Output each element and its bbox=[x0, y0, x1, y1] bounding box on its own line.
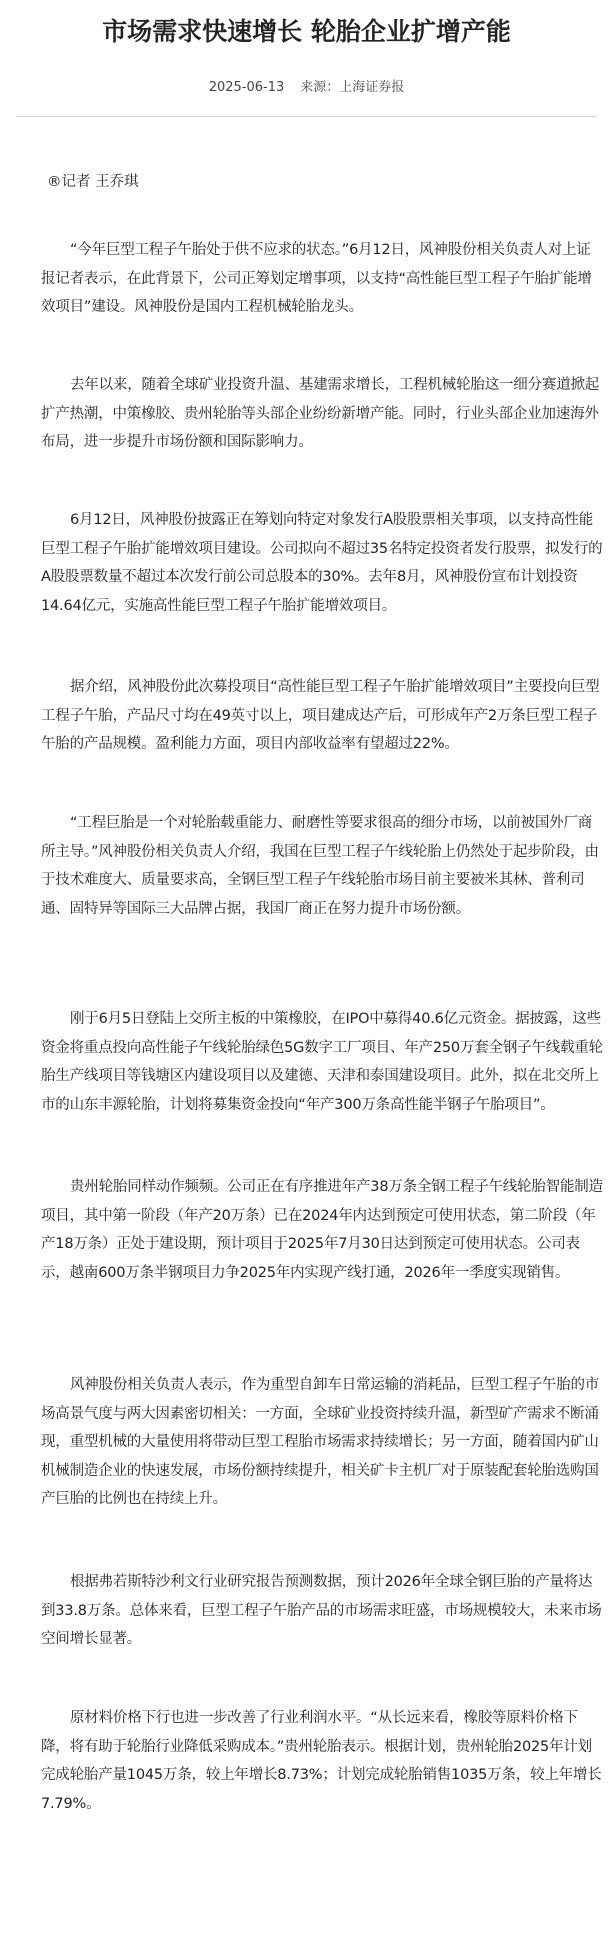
article-title: 市场需求快速增长 轮胎企业扩增产能 bbox=[102, 17, 511, 46]
article-paragraph-7: 贵州轮胎同样动作频频。公司正在有序推进年产38万条全钢工程子午线轮胎智能制造项目，其中第一阶段（年产20万条）已在2024年内达到预定可使用状态，第二阶段（年产18万条）正处于建设期，预计项目于2025年7月30日达到预定可使用状态。公司表示，越南600万条半钢项目力争2025年内实现产线打通，2026年一季度实现销售。 bbox=[41, 1179, 603, 1281]
header-divider bbox=[16, 116, 597, 117]
article-paragraph-9: 根据弗若斯特沙利文行业研究报告预测数据，预计2026年全球全钢巨胎的产量将达到33.8万条。总体来看，巨型工程子午胎产品的市场需求旺盛，市场规模较大，未来市场空间增长显著。 bbox=[41, 1574, 602, 1647]
article-paragraph-1: “今年巨型工程子午胎处于供不应求的状态。”6月12日，风神股份相关负责人对上证报记者表示，在此背景下，公司正筹划定增事项，以支持“高性能巨型工程子午胎扩能增效项目”建设。风神股份是国内工程机械轮胎龙头。 bbox=[41, 242, 592, 315]
article-source: 来源：上海证券报 bbox=[300, 80, 405, 95]
article-meta bbox=[0, 79, 613, 97]
article-paragraph-6: 刚于6月5日登陆上交所主板的中策橡胶，在IPO中募得40.6亿元资金。据披露，这些资金将重点投向高性能子午线轮胎绿色5G数字工厂项目、年产250万套全钢子午线载重轮胎生产线项目等钱塘区内建设项目以及建德、天津和泰国建设项目。此外，拟在北交所上市的山东丰源轮胎，计划将募集资金投向“年产300万条高性能半钢子午胎项目”。 bbox=[41, 1011, 603, 1113]
article-paragraph-5: “工程巨胎是一个对轮胎载重能力、耐磨性等要求很高的细分市场，以前被国外厂商所主导。”风神股份相关负责人介绍，我国在巨型工程子午线轮胎上仍然处于起步阶段，由于技术难度大、质量要求高，全钢巨型工程子午线轮胎市场目前主要被米其林、普利司通、固特异等国际三大品牌占据，我国厂商正在努力提升市场份额。 bbox=[41, 815, 599, 917]
reporter-byline: ®记者 王乔琪 bbox=[47, 174, 139, 190]
article-paragraph-10: 原材料价格下行也进一步改善了行业利润水平。“从长远来看，橡胶等原料价格下降，将有助于轮胎行业降低采购成本。”贵州轮胎表示。根据计划，贵州轮胎2025年计划完成轮胎产量1045万条，较上年增长8.73%；计划完成轮胎销售1035万条，较上年增长7.79%。 bbox=[41, 1710, 602, 1812]
article-paragraph-4: 据介绍，风神股份此次募投项目“高性能巨型工程子午胎扩能增效项目”主要投向巨型工程子午胎，产品尺寸均在49英寸以上，项目建成达产后，可形成年产2万条巨型工程子午胎的产品规模。盈利能力方面，项目内部收益率有望超过22%。 bbox=[41, 679, 600, 752]
article-paragraph-2: 去年以来，随着全球矿业投资升温、基建需求增长，工程机械轮胎这一细分赛道掀起扩产热潮，中策橡胶、贵州轮胎等头部企业纷纷新增产能。同时，行业头部企业加速海外布局，进一步提升市场份额和国际影响力。 bbox=[41, 377, 600, 450]
article-paragraph-8: 风神股份相关负责人表示，作为重型自卸车日常运输的消耗品，巨型工程子午胎的市场高景气度与两大因素密切相关：一方面，全球矿业投资持续升温，新型矿产需求不断涌现，重型机械的大量使用将带动巨型工程胎市场需求持续增长；另一方面，随着国内矿山机械制造企业的快速发展，市场份额持续提升，相关矿卡主机厂对于原装配套轮胎选购国产巨胎的比例也在持续上升。 bbox=[41, 1377, 600, 1507]
publish-date: 2025-06-13 bbox=[208, 80, 285, 95]
article-paragraph-3: 6月12日，风神股份披露正在筹划向特定对象发行A股股票相关事项，以支持高性能巨型工程子午胎扩能增效项目建设。公司拟向不超过35名特定投资者发行股票，拟发行的A股股票数量不超过本次发行前公司总股本的30%。去年8月，风神股份宣布计划投资14.64亿元，实施高性能巨型工程子午胎扩能增效项目。 bbox=[41, 512, 603, 614]
